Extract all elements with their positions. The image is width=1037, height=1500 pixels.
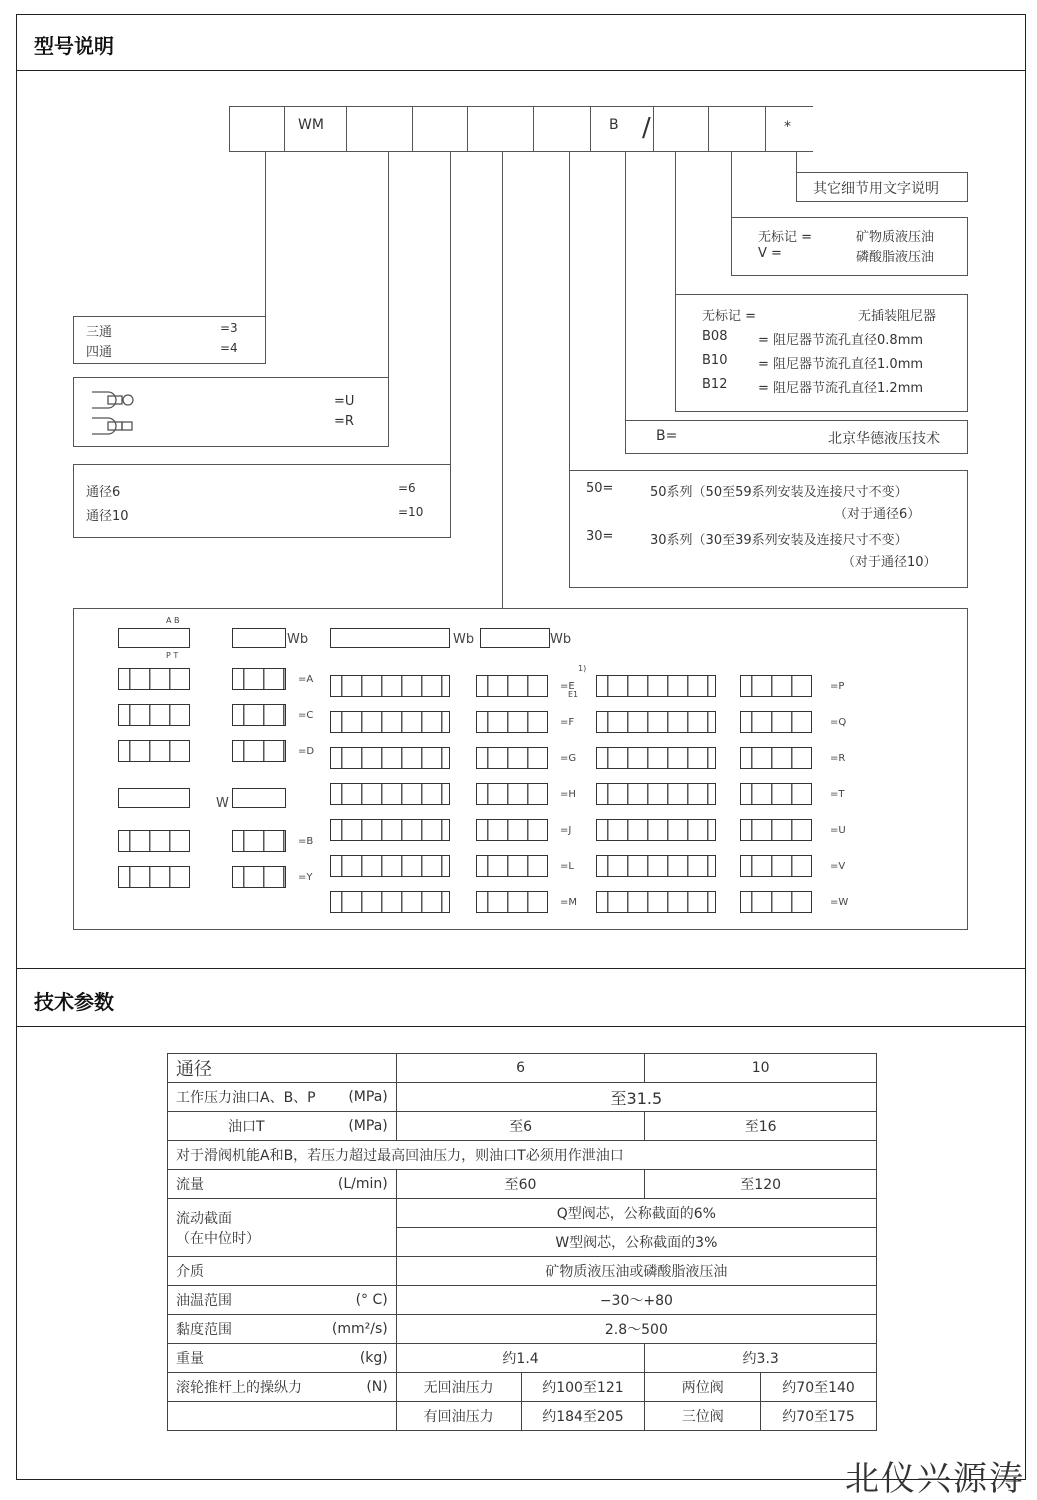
table-row: 重量 (kg) 约1.4 约3.3 [168,1344,877,1373]
spool-symbol [596,675,716,697]
valve-header-symbol [330,628,450,648]
spool-symbol [330,711,450,733]
roller-actuator-icon [88,388,148,438]
spool-symbol [596,819,716,841]
spool-symbol [232,668,286,690]
spool-symbol [596,783,716,805]
code-cell-orifice: / [653,106,709,152]
spool-symbol [330,819,450,841]
code-cell-ways [229,106,285,152]
watermark: 北仪兴源涛 [845,1459,1025,1499]
brand-box: B= 北京华德液压技术 [625,420,968,454]
spool-symbol [330,891,450,913]
table-row: 油口T (MPa) 至6 至16 [168,1112,877,1141]
spool-symbol [118,704,190,726]
spool-symbol [596,855,716,877]
spool-symbol [330,855,450,877]
code-cell-wm: WM [284,106,347,152]
series-box: 50= 50系列（50至59系列安装及连接尺寸不变） （对于通径6） 30= 30系列（30至39系列安装及连接尺寸不变） （对于通径10） [569,470,968,588]
spool-symbol [330,675,450,697]
spool-symbol [476,891,548,913]
code-cell-actuator [346,106,413,152]
spool-symbol [118,866,190,888]
table-row: 介质 矿物质液压油或磷酸脂液压油 [168,1257,877,1286]
tech-section-title: 技术参数 [34,990,114,1014]
spool-symbol [740,711,812,733]
spool-symbol [232,704,286,726]
spool-symbol [740,783,812,805]
spool-symbol [476,711,548,733]
spool-symbol [118,830,190,852]
spool-symbol [330,783,450,805]
spool-symbol [476,675,548,697]
table-row: 有回油压力 约184至205 三位阀 约70至175 [168,1402,877,1431]
spool-symbol [740,819,812,841]
code-cell-size [412,106,468,152]
spool-symbol [232,830,286,852]
code-cell-seal [708,106,766,152]
spool-symbol [596,891,716,913]
code-cell-spool [467,106,534,152]
ways-box: 三通 =3 四通 =4 [73,316,266,364]
valve-header-symbol [118,788,190,808]
seal-box: 无标记 = 矿物质液压油 V = 磷酸脂液压油 [731,217,968,276]
table-row: 流动截面 （在中位时） Q型阀芯，公称截面的6% [168,1199,877,1228]
orifice-box: 无标记 = 无插装阻尼器 B08 = 阻尼器节流孔直径0.8mm B10 = 阻尼器节流孔直径1.0mm B12 = 阻尼器节流孔直径1.2mm [675,294,968,412]
spool-symbol [740,855,812,877]
section-divider [16,968,1026,969]
title-divider-2 [16,1026,1026,1027]
valve-header-symbol [118,628,190,648]
title-divider [16,70,1026,71]
spool-symbol [740,891,812,913]
table-row: 油温范围 (° C) −30～+80 [168,1286,877,1315]
spool-symbol [740,747,812,769]
valve-header-symbol [232,788,286,808]
model-section-title: 型号说明 [34,34,114,58]
spec-table [167,1053,877,1431]
spool-symbol [330,747,450,769]
spool-symbol [740,675,812,697]
table-row: 工作压力油口A、B、P (MPa) 至31.5 [168,1083,877,1112]
spool-symbol [476,855,548,877]
code-cell-brand: B [590,106,654,152]
spool-symbol [476,783,548,805]
valve-header-symbol [232,628,286,648]
table-row: 流量 (L/min) 至60 至120 [168,1170,877,1199]
table-row: W型阀芯，公称截面的3% [168,1228,877,1257]
actuator-box: =U =R [73,377,389,447]
spool-symbol [118,740,190,762]
spool-symbol [596,711,716,733]
spool-symbol [476,819,548,841]
valve-header-symbol [480,628,550,648]
spool-symbol [232,866,286,888]
code-cell-series [533,106,591,152]
spool-symbol [118,668,190,690]
code-cell-details: * [765,106,813,152]
table-row: 滚轮推杆上的操纵力 (N) 无回油压力 约100至121 两位阀 约70至140 [168,1373,877,1402]
table-row: 黏度范围 (mm²/s) 2.8～500 [168,1315,877,1344]
spool-symbol [476,747,548,769]
other-details-box: 其它细节用文字说明 [796,172,968,202]
table-row: 通径 6 10 [168,1054,877,1083]
spool-symbol [232,740,286,762]
spool-symbol [596,747,716,769]
spool-symbols-box [73,608,968,930]
size-box: 通径6 =6 通径10 =10 [73,464,451,538]
table-row: 对于滑阀机能A和B，若压力超过最高回油压力，则油口T必须用作泄油口 [168,1141,877,1170]
